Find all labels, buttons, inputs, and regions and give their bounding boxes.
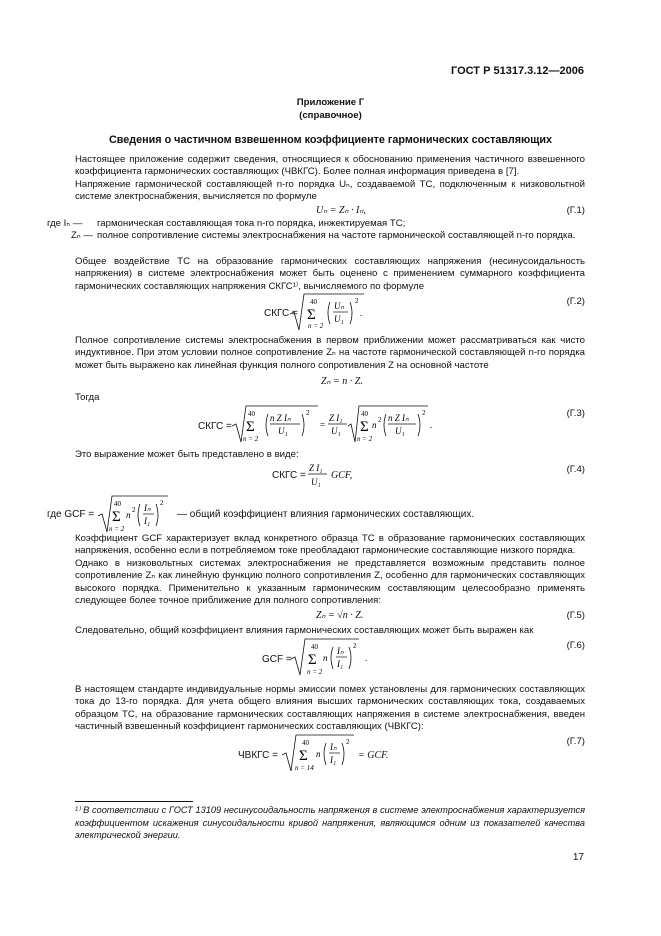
where-list-1 (47, 218, 585, 243)
symbol-zn: Zₙ — (71, 230, 93, 242)
annex-title: Приложение Г (296, 97, 365, 108)
svg-text:Z I₁: Z I₁ (329, 413, 343, 423)
svg-text:Σ: Σ (307, 307, 316, 323)
svg-text:I₁: I₁ (337, 659, 344, 669)
svg-text:Σ: Σ (246, 419, 255, 435)
svg-text:n = 2: n = 2 (243, 435, 259, 443)
svg-text:Σ: Σ (299, 748, 308, 764)
equation-g7-formula (280, 733, 370, 773)
equation-g5: Zₙ = √n · Z. (316, 610, 364, 621)
equation-zn-linear: Zₙ = n · Z. (321, 376, 363, 387)
paragraph-9: В настоящем стандарте индивидуальные нормы эмиссии помех установлены для гармонических составляющих тока до 13-го порядка. Для учета общего влияния высших гармонических составляющих тока, создаваемых образцом ТС, на образование гармонических составляющих напряжения в системе электроснабжения, введен частичный взвешенный коэффициент гармонических составляющих (ЧВКГС): (75, 684, 585, 733)
document-header: ГОСТ Р 51317.3.12—2006 (450, 65, 584, 77)
svg-text:U₁: U₁ (334, 314, 344, 324)
svg-text:2: 2 (132, 506, 136, 514)
paragraph-6: Коэффициент GCF характеризует вклад конкретного образца ТС в образование гармонических составляющих напряжения, особенно если в потребляемом токе преобладают гармонические составляющие низкого порядка. (75, 533, 585, 557)
svg-text:U₁: U₁ (278, 426, 288, 436)
equation-g4-lhs: СКГС = (272, 470, 306, 481)
equation-number-g6: (Г.6) (566, 640, 585, 651)
section-title: Сведения о частичном взвешенном коэффициенте гармонических составляющих (108, 134, 553, 146)
svg-text:Z I₁: Z I₁ (309, 463, 323, 473)
svg-text:40: 40 (361, 410, 368, 418)
equation-number-g2: (Г.2) (566, 296, 585, 307)
svg-text:Uₙ: Uₙ (334, 301, 345, 311)
svg-text:2: 2 (160, 499, 164, 507)
svg-text:n = 2: n = 2 (308, 322, 324, 330)
paragraph-1: Настоящее приложение содержит сведения, относящиеся к обоснованию применения частичного взвешенного коэффициента гармонических составляющих (ЧВКГС). Более полная информация приведена в [7]. (75, 154, 585, 178)
gcf-definition-text: — общий коэффициент влияния гармонических составляющих. (177, 509, 475, 520)
svg-text:2: 2 (353, 642, 357, 650)
svg-text:Iₙ: Iₙ (337, 646, 344, 656)
gcf-definition-formula (96, 494, 172, 534)
paragraph-5: Это выражение может быть представлено в виде: (75, 449, 299, 460)
svg-text:I₁: I₁ (330, 755, 337, 765)
gcf-definition-lhs: где GCF = (47, 509, 95, 520)
equation-g4-rhs: GCF, (331, 470, 353, 481)
svg-text:.: . (365, 653, 368, 663)
equation-g6-formula (289, 637, 375, 677)
equation-number-g7: (Г.7) (566, 736, 585, 747)
svg-text:I₁: I₁ (144, 516, 151, 526)
equation-g6-lhs: GCF = (262, 654, 292, 665)
svg-text:n = 2: n = 2 (109, 525, 125, 533)
svg-text:2: 2 (422, 409, 426, 417)
equation-number-g5: (Г.5) (566, 610, 585, 621)
page-number: 17 (572, 852, 584, 863)
paragraph-2: Напряжение гармонической составляющей n-го порядка Uₙ, создаваемой ТС, подключенным к низковольтной системе электроснабжения, вычисляется по формуле (75, 179, 585, 203)
equation-g2-lhs: СКГС = (264, 308, 298, 319)
svg-text:2: 2 (346, 738, 350, 746)
svg-text:n = 14: n = 14 (295, 764, 314, 772)
annex-kind: (справочное) (299, 110, 362, 121)
footnote: ¹⁾ В соответствии с ГОСТ 13109 несинусоидальность напряжения в системе электроснабжения характеризуется коэффициентом искажения синусоидальности кривой напряжения, являющимся одним из показателей качества электрической энергии. (75, 805, 585, 840)
svg-text:.: . (430, 420, 433, 430)
svg-text:40: 40 (114, 500, 121, 508)
svg-text:40: 40 (310, 298, 317, 306)
svg-text:n: n (316, 749, 321, 759)
svg-text:2: 2 (355, 297, 359, 305)
equation-g1: Uₙ = Zₙ · Iₙ, (316, 205, 366, 216)
svg-text:n = 2: n = 2 (307, 668, 323, 676)
svg-text:U₁: U₁ (331, 426, 341, 436)
equation-g3-lhs: СКГС = (198, 421, 232, 432)
equation-g3-formula (230, 404, 440, 444)
equation-g2-formula (288, 292, 368, 332)
where-item-current (47, 218, 585, 230)
svg-text:2: 2 (306, 409, 310, 417)
svg-text:40: 40 (311, 643, 318, 651)
equation-number-g4: (Г.4) (566, 464, 585, 475)
svg-text:n: n (372, 420, 377, 430)
paragraph-4: Полное сопротивление системы электроснабжения в первом приближении может рассматриваться как чисто индуктивное. При этом условии полное сопротивление Zₙ на частоте гармонической составляющей n-го порядка может быть выражено как линейная функция полного сопротивления Z на основной частоте (75, 335, 585, 371)
svg-text:Iₙ: Iₙ (330, 742, 337, 752)
svg-text:40: 40 (248, 410, 255, 418)
svg-text:=: = (320, 420, 326, 430)
where-item-impedance (47, 230, 585, 242)
equation-g7-lhs: ЧВКГС = (238, 750, 278, 761)
paragraph-8: Следовательно, общий коэффициент влияния гармонических составляющих может быть выражен как (75, 625, 534, 636)
svg-text:U₁: U₁ (311, 477, 321, 487)
svg-text:2: 2 (378, 416, 382, 424)
svg-text:n: n (323, 653, 328, 663)
equation-g7-rhs: = GCF. (358, 750, 389, 761)
symbol-zn-definition: полное сопротивление системы электроснабжения на частоте гармонической составляющей n-го порядка. (97, 230, 576, 242)
paragraph-3: Общее воздействие ТС на образование гармонических составляющих напряжения (несинусоидальность напряжения) в системе электроснабжения может быть оценено с применением суммарного коэффициента гармонических составляющих напряжения СКГС¹⁾, вычисляемого по формуле (75, 256, 585, 292)
svg-text:n Z Iₙ: n Z Iₙ (388, 413, 409, 423)
svg-text:U₁: U₁ (395, 426, 405, 436)
svg-text:n: n (126, 510, 131, 520)
svg-text:Σ: Σ (308, 652, 317, 668)
svg-text:40: 40 (302, 739, 309, 747)
equation-number-g3: (Г.3) (566, 408, 585, 419)
equation-number-g1: (Г.1) (566, 205, 585, 216)
svg-text:Iₙ: Iₙ (144, 503, 151, 513)
symbol-in: где Iₙ — (47, 218, 83, 229)
svg-text:.: . (360, 308, 363, 318)
label-then: Тогда (75, 392, 100, 403)
svg-text:n = 2: n = 2 (357, 435, 373, 443)
paragraph-7: Однако в низковольтных системах электроснабжения не представляется возможным представить полное сопротивление Zₙ как линейную функцию полного сопротивления Z, особенно для гармонических составляющих высокого порядка. Применительно к указанным гармоническим составляющим целесообразно применять следующее более точное приближение для полного сопротивления: (75, 558, 585, 607)
svg-text:Σ: Σ (112, 509, 121, 525)
footnote-divider (75, 801, 193, 802)
equation-g4-fraction (306, 460, 328, 490)
symbol-in-definition: гармоническая составляющая тока n-го порядка, инжектируемая ТС; (97, 218, 406, 229)
svg-text:n Z Iₙ: n Z Iₙ (270, 413, 291, 423)
svg-text:Σ: Σ (360, 419, 369, 435)
